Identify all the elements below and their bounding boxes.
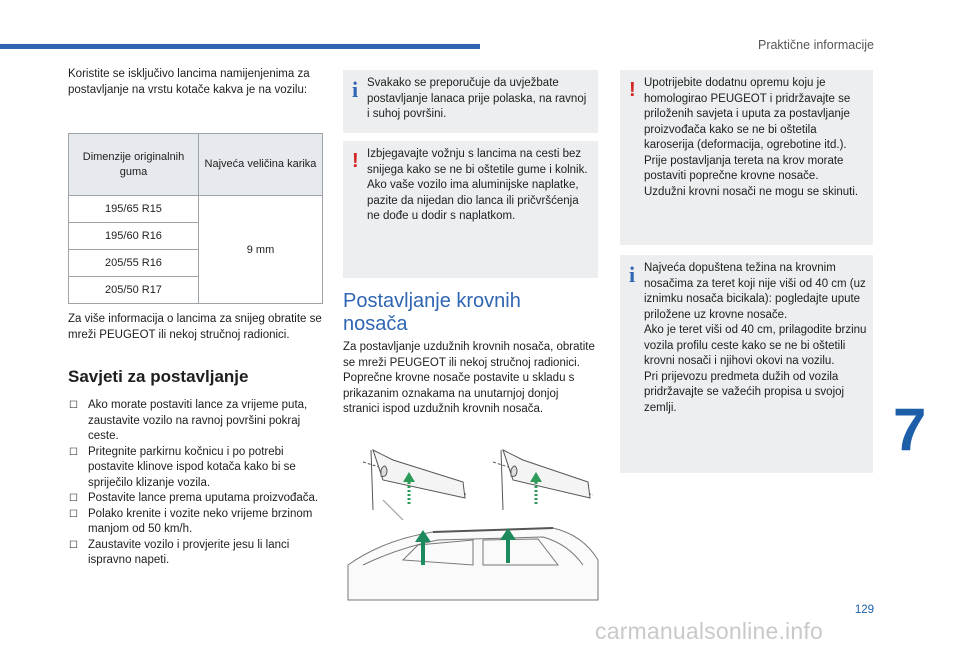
list-item [68, 538, 330, 569]
tire-chain-table [68, 133, 323, 304]
table-header-tire-size: Dimenzije originalnih guma [69, 134, 199, 196]
section-title: Praktične informacije [757, 38, 874, 52]
tire-size-cell: 195/65 R15 [69, 196, 199, 223]
table-header-link-size: Najveća veličina karika [199, 134, 323, 196]
tip-text: Ako morate postaviti lance za vrijeme puta, zaustavite vozilo na ravnoj površini pokraj ceste. [88, 399, 308, 442]
list-item [68, 398, 330, 445]
checkbox-bullet-icon: ☐ [69, 400, 78, 411]
watermark-text: carmanualsonline.info [595, 618, 823, 644]
list-item [68, 491, 330, 507]
warning-box-chains [343, 141, 598, 278]
chapter-number: 7 [893, 396, 927, 463]
roof-bar-detail-right [493, 450, 593, 510]
car-outline [348, 528, 598, 600]
tips-list [68, 398, 330, 569]
info-box-max-load [620, 255, 873, 473]
checkbox-bullet-icon: ☐ [69, 539, 78, 551]
tip-text: Pritegnite parkirnu kočnicu i po potrebi postavite klinove ispod kotača kako bi se spriječilo klizanje vozila. [88, 445, 296, 489]
info-box-practice [343, 70, 598, 133]
tire-size-cell: 205/55 R16 [69, 250, 199, 277]
tire-size-cell: 195/60 R16 [69, 223, 199, 250]
list-item [68, 445, 330, 492]
info-icon: i [352, 77, 359, 102]
warning-box-text: Upotrijebite dodatnu opremu koju je homologirao PEUGEOT i pridržavajte se priloženih savjeta i uputa za postavljanje proizvođača kako se ne bi oštetila karoserija (deformacija, ogrebotine itd.). Prije postavljanja tereta na krov morate postaviti poprečne krovne nosače. Uzdužni krovni nosači ne mogu se skinuti. [644, 77, 859, 198]
list-item [68, 507, 330, 538]
tire-size-cell: 205/50 R17 [69, 277, 199, 304]
roof-bars-illustration [343, 440, 600, 605]
page-number: 129 [854, 604, 874, 616]
tip-text: Zaustavite vozilo i provjerite jesu li lanci ispravno napeti. [88, 538, 290, 566]
top-accent-bar [0, 44, 480, 49]
info-box-text: Svakako se preporučuje da uvježbate postavljanje lanaca prije polaska, na ravnoj i suhoj površini. [367, 77, 587, 120]
warning-icon: ! [352, 150, 359, 172]
warning-icon: ! [629, 79, 636, 101]
table-row [69, 196, 323, 223]
tips-heading: Savjeti za postavljanje [68, 367, 249, 386]
more-info-text: Za više informacija o lancima za snijeg obratite se mreži PEUGEOT ili nekoj stručnoj radionici. [68, 313, 322, 341]
link-size-cell: 9 mm [199, 196, 323, 304]
tip-text: Postavite lance prema uputama proizvođača. [88, 492, 319, 504]
chains-intro-text: Koristite se isključivo lancima namijenjenima za postavljanje na vrstu kotače kakva je na vozilu: [68, 68, 310, 96]
checkbox-bullet-icon: ☐ [69, 446, 78, 458]
info-box-text: Najveća dopuštena težina na krovnim nosačima za teret koji nije viši od 40 cm (uz iznimku nosača bicikala): pogledajte upute priložene uz krovne nosače. Ako je teret viši od 40 cm, prilagodite brzinu vozila profilu ceste kako se ne bi oštetili krovni nosači i njihovi okovi na vozilu. Pri prijevozu predmeta dužih od vozila pridržavajte se važećih propisa u svojoj zemlji. [644, 262, 867, 414]
roof-bars-text: Za postavljanje uzdužnih krovnih nosača, obratite se mreži PEUGEOT ili nekoj stručnoj radionici. Poprečne krovne nosače postavite u skladu s prikazanim oznakama na unutarnjoj donjoj stranici ispod uzdužnih krovnih nosača. [343, 341, 595, 415]
tip-text: Polako krenite i vozite neko vrijeme brzinom manjom od 50 km/h. [88, 507, 313, 535]
checkbox-bullet-icon: ☐ [69, 493, 78, 504]
roof-bar-detail-left [363, 450, 468, 520]
checkbox-bullet-icon: ☐ [69, 508, 78, 520]
warning-box-text: Izbjegavajte vožnju s lancima na cesti bez snijega kako se ne bi oštetile gume i kolnik. Ako vaše vozilo ima aluminijske naplatke, pazite da nijedan dio lanca ili pričvršćenja ne dođe u dodir s naplatkom. [367, 148, 588, 222]
info-icon: i [629, 262, 636, 287]
warning-box-accessories [620, 70, 873, 245]
roof-bars-heading: Postavljanje krovnih nosača [343, 290, 521, 335]
